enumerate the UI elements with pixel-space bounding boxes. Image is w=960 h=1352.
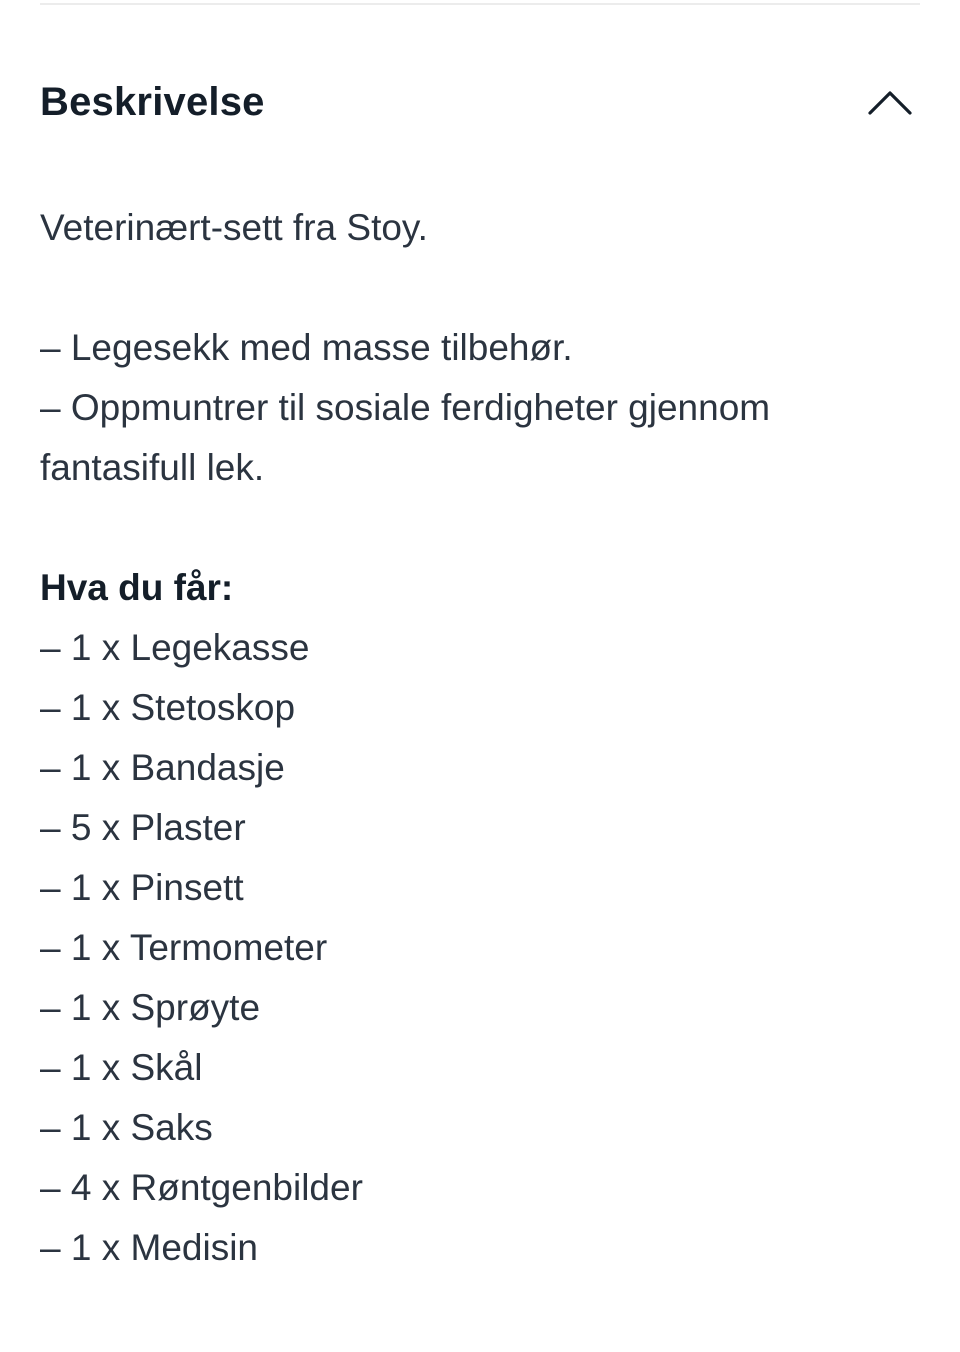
feature-item: – Oppmuntrer til sosiale ferdigheter gjennom fantasifull lek. <box>40 387 771 488</box>
list-item: – 5 x Plaster <box>40 807 246 848</box>
section-title: Beskrivelse <box>40 79 265 124</box>
spacer <box>40 258 920 318</box>
list-item: – 4 x Røntgenbilder <box>40 1167 363 1208</box>
list-item: – 1 x Legekasse <box>40 627 310 668</box>
list-item: – 1 x Sprøyte <box>40 987 261 1028</box>
description-accordion-header[interactable] <box>40 72 920 132</box>
items-heading: Hva du får: <box>40 567 234 608</box>
top-divider <box>40 3 920 5</box>
list-item: – 1 x Bandasje <box>40 747 285 788</box>
list-item: – 1 x Termometer <box>40 927 328 968</box>
list-item: – 1 x Skål <box>40 1047 203 1088</box>
feature-item: – Legesekk med masse tilbehør. <box>40 327 573 368</box>
list-item: – 1 x Medisin <box>40 1227 258 1268</box>
list-item: – 1 x Pinsett <box>40 867 244 908</box>
chevron-up-icon[interactable] <box>866 87 914 117</box>
description-content <box>40 198 920 1278</box>
spacer <box>40 498 920 558</box>
description-intro: Veterinært-sett fra Stoy. <box>40 207 428 248</box>
list-item: – 1 x Stetoskop <box>40 687 296 728</box>
list-item: – 1 x Saks <box>40 1107 213 1148</box>
